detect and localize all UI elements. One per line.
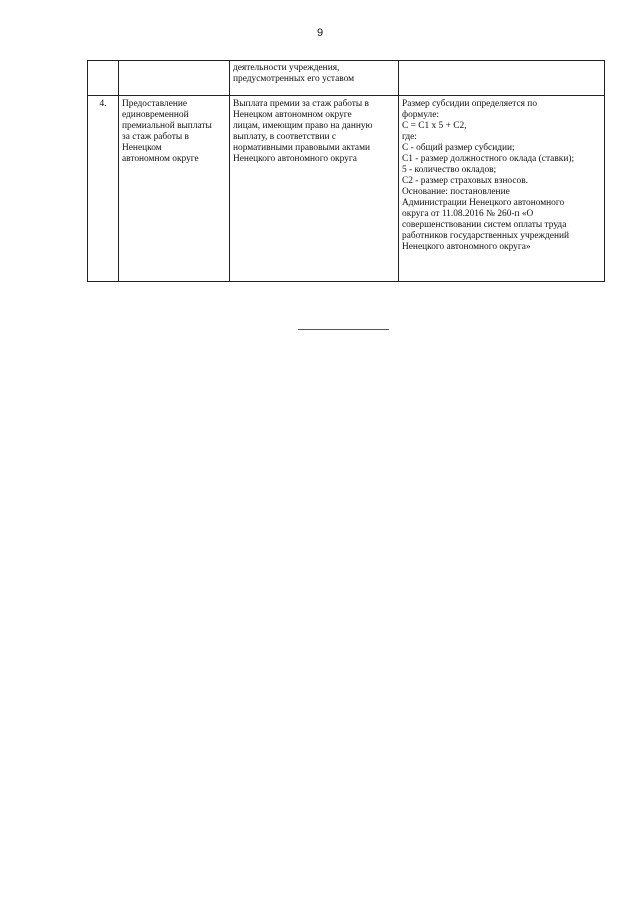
table-row — [88, 61, 605, 96]
table-row — [88, 96, 605, 282]
row-number-cell: 4. — [88, 96, 119, 282]
row-number-cell — [88, 61, 119, 96]
subsidy-table — [87, 60, 605, 282]
end-of-document-rule — [298, 329, 389, 330]
calculation-cell: Размер субсидии определяется по формуле: С = С1 х 5 + С2, где: С - общий размер субсидии; С1 - размер должностного оклада (ставки); 5 - количество окладов; С2 - размер страховых взносов. Основание: постановление Администрации Ненецкого автономного округа от 11.08.2016 № 260-п «О совершенствовании систем оплаты труда работников государственных учреждений Ненецкого автономного округа» — [399, 96, 605, 282]
payment-description-cell: Выплата премии за стаж работы в Ненецком автономном округе лицам, имеющим право на данную выплату, в соответствии с нормативными правовыми актами Ненецкого автономного округа — [230, 96, 399, 282]
calculation-cell — [399, 61, 605, 96]
payment-name-cell — [119, 61, 230, 96]
payment-description-cell: деятельности учреждения, предусмотренных его уставом — [230, 61, 399, 96]
page-number: 9 — [316, 27, 324, 39]
payment-name-cell: Предоставление единовременной премиальной выплаты за стаж работы в Ненецком автономном округе — [119, 96, 230, 282]
